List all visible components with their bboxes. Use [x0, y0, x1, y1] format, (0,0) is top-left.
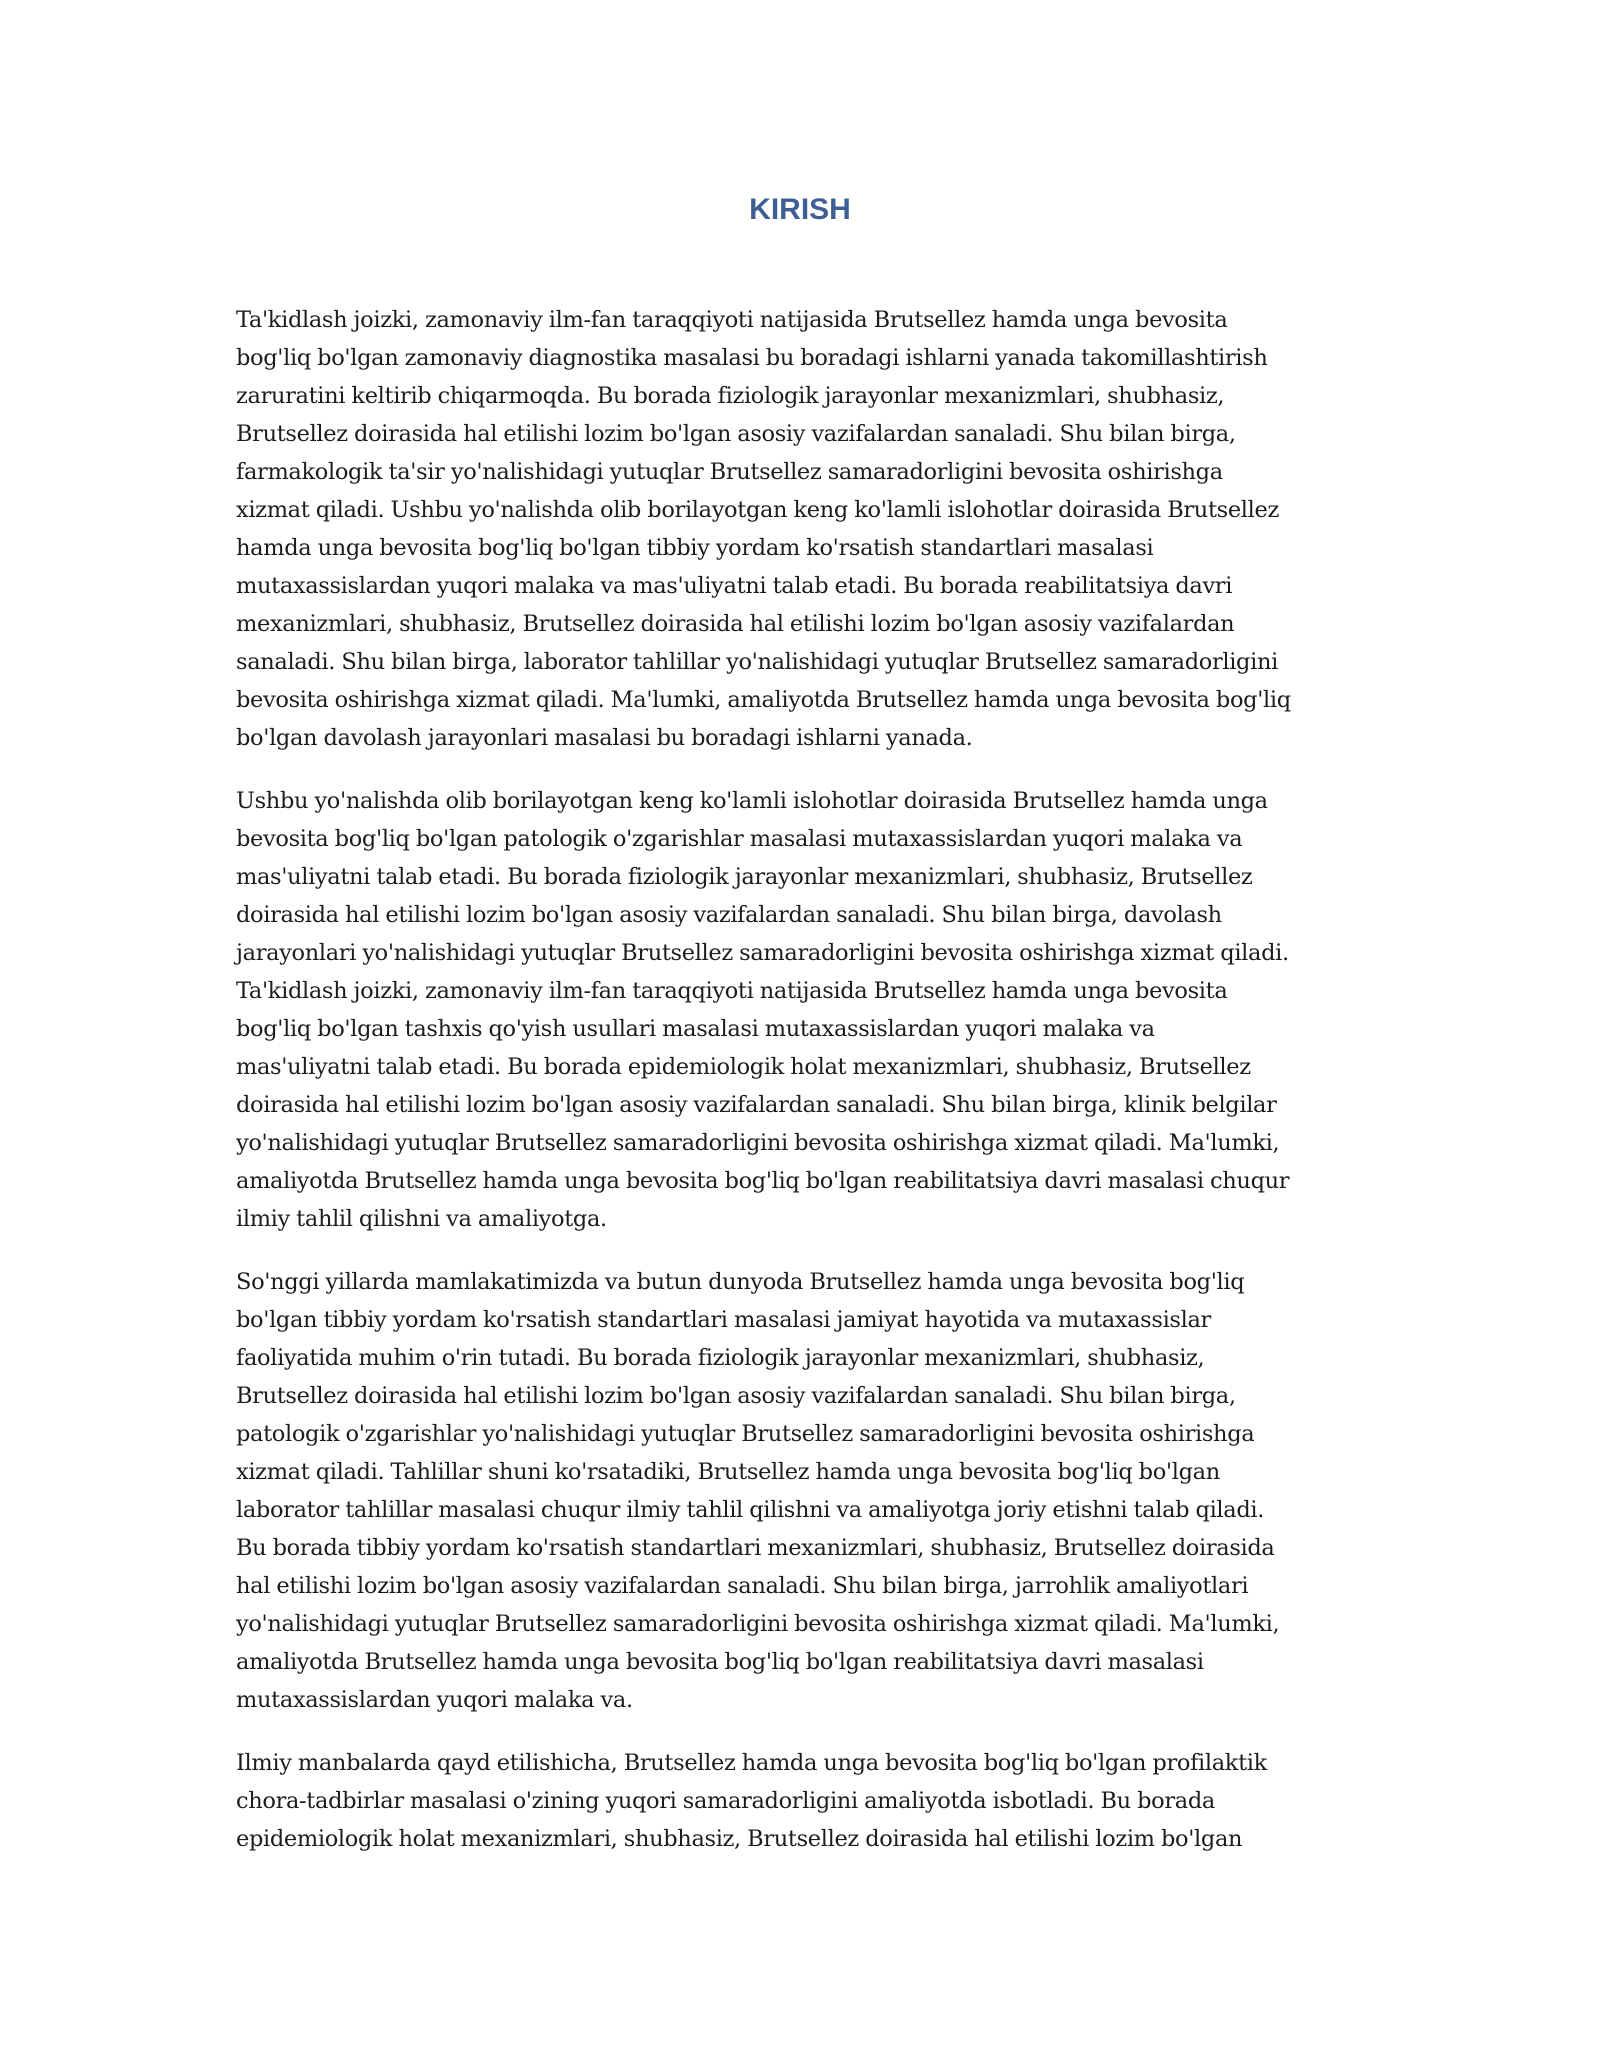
paragraph-line: sanaladi. Shu bilan birga, laborator tahlillar yo'nalishidagi yutuqlar Brutsellez samaradorligini: [236, 649, 1278, 675]
paragraph-line: doirasida hal etilishi lozim bo'lgan asosiy vazifalardan sanaladi. Shu bilan birga, klinik belgilar: [236, 1092, 1277, 1118]
paragraph-line: amaliyotda Brutsellez hamda unga bevosita bog'liq bo'lgan reabilitatsiya davri masalasi chuqur: [236, 1168, 1290, 1194]
paragraph-line: hamda unga bevosita bog'liq bo'lgan tibbiy yordam ko'rsatish standartlari masalasi: [236, 535, 1154, 561]
paragraph-4: [236, 1744, 1376, 1858]
paragraph-line: So'nggi yillarda mamlakatimizda va butun dunyoda Brutsellez hamda unga bevosita bog'liq: [236, 1269, 1245, 1295]
paragraph-line: laborator tahlillar masalasi chuqur ilmiy tahlil qilishni va amaliyotga joriy etishni talab qiladi.: [236, 1497, 1265, 1523]
paragraph-line: Ilmiy manbalarda qayd etilishicha, Brutsellez hamda unga bevosita bog'liq bo'lgan profilaktik: [236, 1750, 1267, 1776]
paragraph-line: mexanizmlari, shubhasiz, Brutsellez doirasida hal etilishi lozim bo'lgan asosiy vazifalardan: [236, 611, 1235, 637]
paragraph-line: patologik o'zgarishlar yo'nalishidagi yutuqlar Brutsellez samaradorligini bevosita oshirishga: [236, 1421, 1255, 1447]
paragraph-line: bo'lgan tibbiy yordam ko'rsatish standartlari masalasi jamiyat hayotida va mutaxassislar: [236, 1307, 1211, 1333]
paragraph-line: jarayonlari yo'nalishidagi yutuqlar Brutsellez samaradorligini bevosita oshirishga xizmat qiladi.: [236, 940, 1289, 966]
paragraph-line: mas'uliyatni talab etadi. Bu borada epidemiologik holat mexanizmlari, shubhasiz, Brutsellez: [236, 1054, 1251, 1080]
paragraph-line: doirasida hal etilishi lozim bo'lgan asosiy vazifalardan sanaladi. Shu bilan birga, davolash: [236, 902, 1222, 928]
paragraph-line: bevosita oshirishga xizmat qiladi. Ma'lumki, amaliyotda Brutsellez hamda unga bevosita bog'liq: [236, 687, 1291, 713]
paragraph-1: [236, 301, 1376, 757]
paragraph-line: hal etilishi lozim bo'lgan asosiy vazifalardan sanaladi. Shu bilan birga, jarrohlik amaliyotlari: [236, 1573, 1249, 1599]
paragraph-line: bog'liq bo'lgan zamonaviy diagnostika masalasi bu boradagi ishlarni yanada takomillashtirish: [236, 345, 1268, 371]
paragraph-line: farmakologik ta'sir yo'nalishidagi yutuqlar Brutsellez samaradorligini bevosita oshirishga: [236, 459, 1223, 485]
paragraph-line: chora-tadbirlar masalasi o'zining yuqori samaradorligini amaliyotda isbotladi. Bu borada: [236, 1788, 1215, 1814]
paragraph-line: amaliyotda Brutsellez hamda unga bevosita bog'liq bo'lgan reabilitatsiya davri masalasi: [236, 1649, 1204, 1675]
paragraph-line: yo'nalishidagi yutuqlar Brutsellez samaradorligini bevosita oshirishga xizmat qiladi. Ma'lumki,: [236, 1611, 1280, 1637]
paragraph-line: mas'uliyatni talab etadi. Bu borada fiziologik jarayonlar mexanizmlari, shubhasiz, Brutsellez: [236, 864, 1253, 890]
paragraph-line: mutaxassislardan yuqori malaka va.: [236, 1687, 633, 1713]
paragraph-line: epidemiologik holat mexanizmlari, shubhasiz, Brutsellez doirasida hal etilishi lozim bo'lgan: [236, 1826, 1243, 1852]
paragraph-line: mutaxassislardan yuqori malaka va mas'uliyatni talab etadi. Bu borada reabilitatsiya davri: [236, 573, 1233, 599]
paragraph-line: Ushbu yo'nalishda olib borilayotgan keng ko'lamli islohotlar doirasida Brutsellez hamda unga: [236, 788, 1268, 814]
paragraph-line: bog'liq bo'lgan tashxis qo'yish usullari masalasi mutaxassislardan yuqori malaka va: [236, 1016, 1155, 1042]
paragraph-2: [236, 782, 1376, 1238]
paragraph-line: xizmat qiladi. Tahlillar shuni ko'rsatadiki, Brutsellez hamda unga bevosita bog'liq bo'lgan: [236, 1459, 1220, 1485]
paragraph-3: [236, 1263, 1376, 1719]
paragraph-line: Ta'kidlash joizki, zamonaviy ilm-fan taraqqiyoti natijasida Brutsellez hamda unga bevosita: [236, 978, 1228, 1004]
paragraph-line: Brutsellez doirasida hal etilishi lozim bo'lgan asosiy vazifalardan sanaladi. Shu bilan birga,: [236, 421, 1236, 447]
paragraph-line: ilmiy tahlil qilishni va amaliyotga.: [236, 1206, 607, 1232]
paragraph-line: bo'lgan davolash jarayonlari masalasi bu boradagi ishlarni yanada.: [236, 725, 973, 751]
document-body: [236, 301, 1376, 1883]
paragraph-line: Brutsellez doirasida hal etilishi lozim bo'lgan asosiy vazifalardan sanaladi. Shu bilan birga,: [236, 1383, 1236, 1409]
paragraph-line: Ta'kidlash joizki, zamonaviy ilm-fan taraqqiyoti natijasida Brutsellez hamda unga bevosita: [236, 307, 1228, 333]
paragraph-line: yo'nalishidagi yutuqlar Brutsellez samaradorligini bevosita oshirishga xizmat qiladi. Ma'lumki,: [236, 1130, 1280, 1156]
page-title: KIRISH: [749, 193, 851, 226]
paragraph-line: xizmat qiladi. Ushbu yo'nalishda olib borilayotgan keng ko'lamli islohotlar doirasida Brutsellez: [236, 497, 1279, 523]
paragraph-line: Bu borada tibbiy yordam ko'rsatish standartlari mexanizmlari, shubhasiz, Brutsellez doirasida: [236, 1535, 1275, 1561]
paragraph-line: faoliyatida muhim o'rin tutadi. Bu borada fiziologik jarayonlar mexanizmlari, shubhasiz,: [236, 1345, 1205, 1371]
paragraph-line: bevosita bog'liq bo'lgan patologik o'zgarishlar masalasi mutaxassislardan yuqori malaka va: [236, 826, 1243, 852]
paragraph-line: zaruratini keltirib chiqarmoqda. Bu borada fiziologik jarayonlar mexanizmlari, shubhasiz,: [236, 383, 1225, 409]
